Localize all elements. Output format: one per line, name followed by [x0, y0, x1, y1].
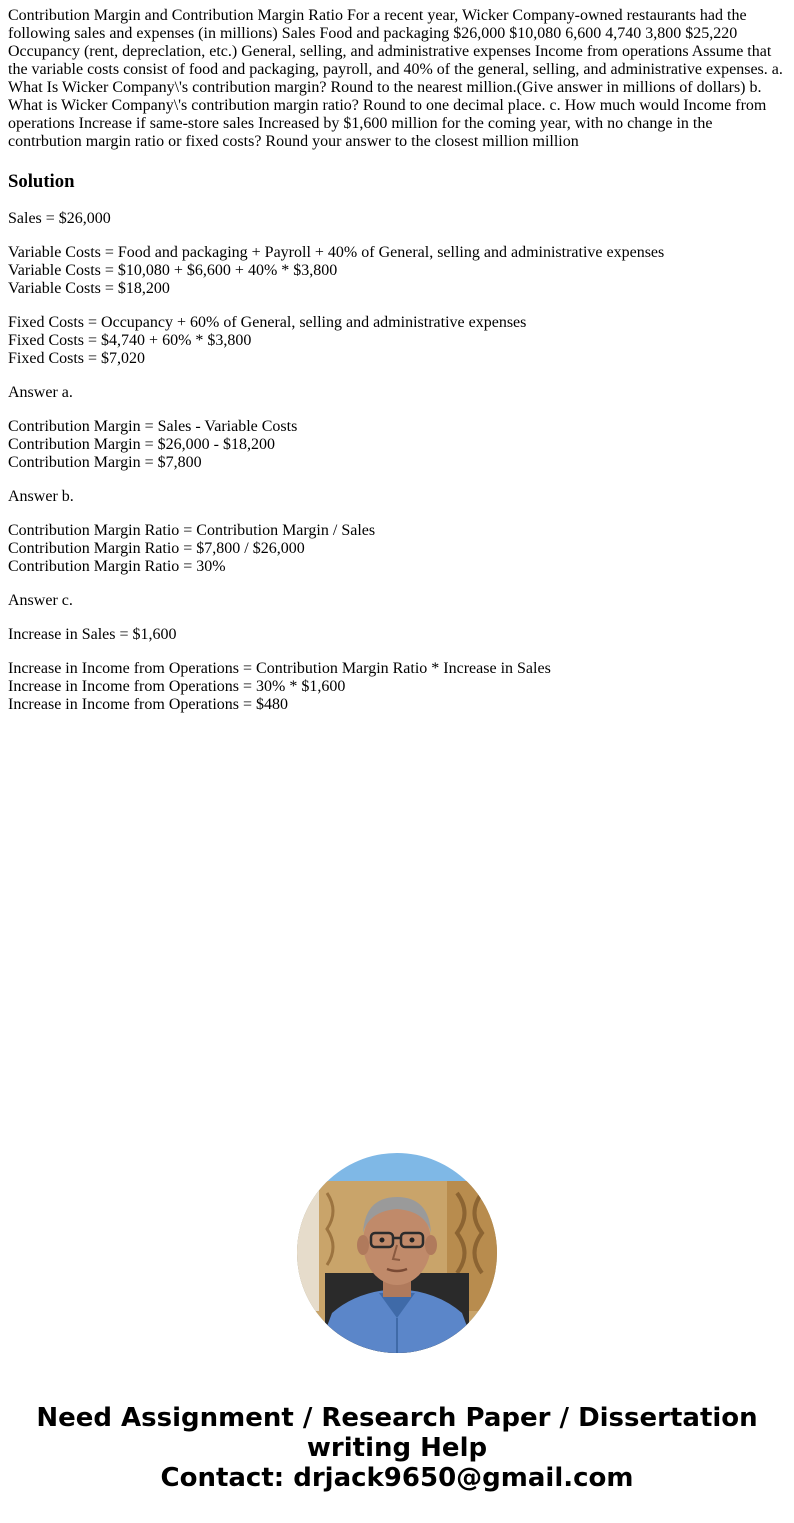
solution-paragraph	[8, 626, 786, 644]
solution-line: Contribution Margin = Sales - Variable Costs	[8, 418, 298, 435]
answer-label: Answer b.	[8, 488, 74, 505]
solution-paragraph	[8, 418, 786, 472]
solution-paragraph	[8, 210, 786, 228]
solution-paragraph	[8, 384, 786, 402]
solution-paragraph	[8, 522, 786, 576]
person-photo-icon	[297, 1153, 497, 1353]
solution-line: Variable Costs = $10,080 + $6,600 + 40% * $3,800	[8, 262, 338, 279]
solution-heading: Solution	[8, 171, 75, 192]
solution-line: Contribution Margin = $7,800	[8, 454, 202, 471]
avatar	[297, 1153, 497, 1353]
solution-line: Increase in Sales = $1,600	[8, 626, 177, 643]
solution-line: Fixed Costs = $7,020	[8, 350, 146, 367]
promo-banner	[0, 1403, 794, 1493]
solution-line: Variable Costs = $18,200	[8, 280, 170, 297]
solution-paragraph	[8, 592, 786, 610]
answer-label: Answer a.	[8, 384, 73, 401]
solution-line: Increase in Income from Operations = 30% * $1,600	[8, 678, 346, 695]
promo-contact: Contact: drjack9650@gmail.com	[160, 1463, 634, 1493]
solution-line: Fixed Costs = Occupancy + 60% of General, selling and administrative expenses	[8, 314, 527, 331]
solution-line: Sales = $26,000	[8, 210, 111, 227]
solution-line: Contribution Margin Ratio = Contribution Margin / Sales	[8, 522, 376, 539]
solution-line: Contribution Margin Ratio = $7,800 / $26,000	[8, 540, 305, 557]
solution-paragraph	[8, 488, 786, 506]
promo-line: Need Assignment / Research Paper / Dissertation	[36, 1403, 758, 1433]
solution-line: Variable Costs = Food and packaging + Payroll + 40% of General, selling and administrative expenses	[8, 244, 665, 261]
solution-paragraph	[8, 660, 786, 714]
solution-paragraph	[8, 314, 786, 368]
question-text: Contribution Margin and Contribution Margin Ratio For a recent year, Wicker Company-owned restaurants had the following sales and expenses (in millions) Sales Food and packaging $26,000 $10,080 6,600 4,740 3,800 $25,220 Occupancy (rent, depreclation, etc.) General, selling, and administrative expenses Income from operations Assume that the variable costs consist of food and packaging, payroll, and 40% of the general, selling, and administrative expenses. a. What Is Wicker Company\'s contribution margin? Round to the nearest million.(Give answer in millions of dollars) b. What is Wicker Company\'s contribution margin ratio? Round to one decimal place. c. How much would Income from operations Increase if same-store sales Increased by $1,600 million for the coming year, with no change in the contrbution margin ratio or fixed costs? Round your answer to the closest million million	[8, 7, 783, 150]
answer-label: Answer c.	[8, 592, 73, 609]
solution-line: Increase in Income from Operations = $480	[8, 696, 289, 713]
promo-line: writing Help	[306, 1433, 488, 1463]
solution-line: Increase in Income from Operations = Contribution Margin Ratio * Increase in Sales	[8, 660, 551, 677]
solution-paragraph	[8, 244, 786, 298]
solution-line: Contribution Margin = $26,000 - $18,200	[8, 436, 275, 453]
solution-line: Contribution Margin Ratio = 30%	[8, 558, 226, 575]
solution-line: Fixed Costs = $4,740 + 60% * $3,800	[8, 332, 252, 349]
solution-body	[8, 210, 786, 730]
